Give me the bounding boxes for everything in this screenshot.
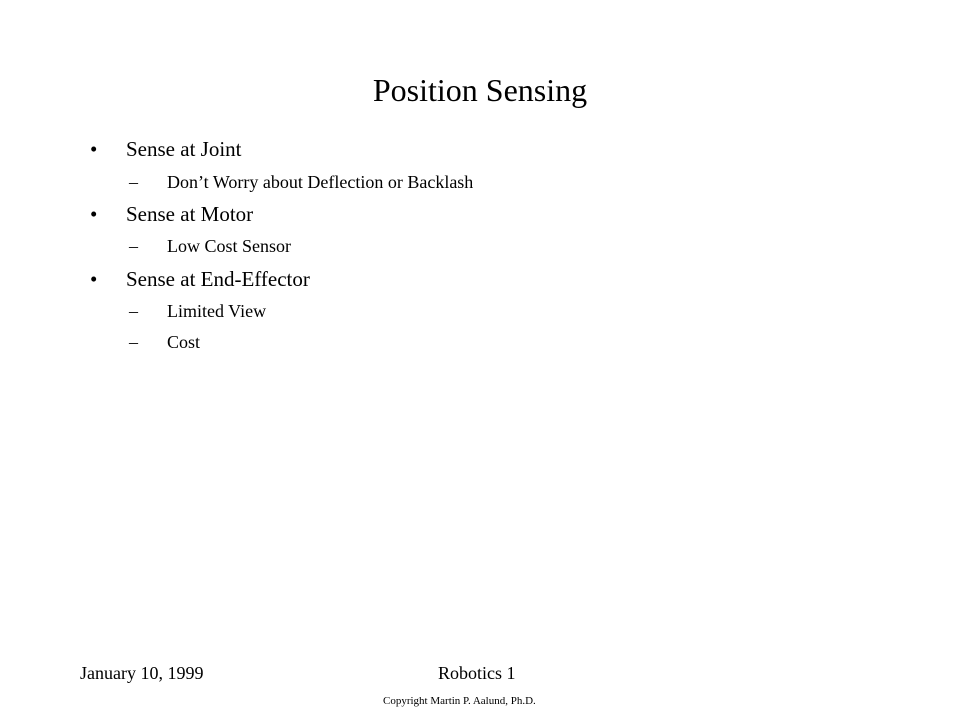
footer-date: January 10, 1999 — [80, 663, 204, 683]
sub-item-text: Limited View — [167, 301, 267, 321]
sub-item-text: Low Cost Sensor — [167, 236, 292, 256]
dash-marker: – — [129, 301, 138, 321]
bullet-marker: • — [90, 267, 98, 291]
bullet-text: Sense at Motor — [126, 202, 254, 226]
dash-marker: – — [129, 236, 138, 256]
bullet-text: Sense at Joint — [126, 137, 242, 161]
footer-copyright: Copyright Martin P. Aalund, Ph.D. — [383, 695, 536, 707]
bullet-marker: • — [90, 137, 98, 161]
bullet-text: Sense at End-Effector — [126, 267, 310, 291]
slide-title: Position Sensing — [372, 72, 588, 108]
sub-item-text: Don’t Worry about Deflection or Backlash — [167, 172, 474, 192]
dash-marker: – — [129, 172, 138, 192]
footer-course: Robotics 1 — [438, 663, 516, 683]
sub-item-text: Cost — [167, 332, 201, 352]
bullet-marker: • — [90, 202, 98, 226]
dash-marker: – — [129, 332, 138, 352]
